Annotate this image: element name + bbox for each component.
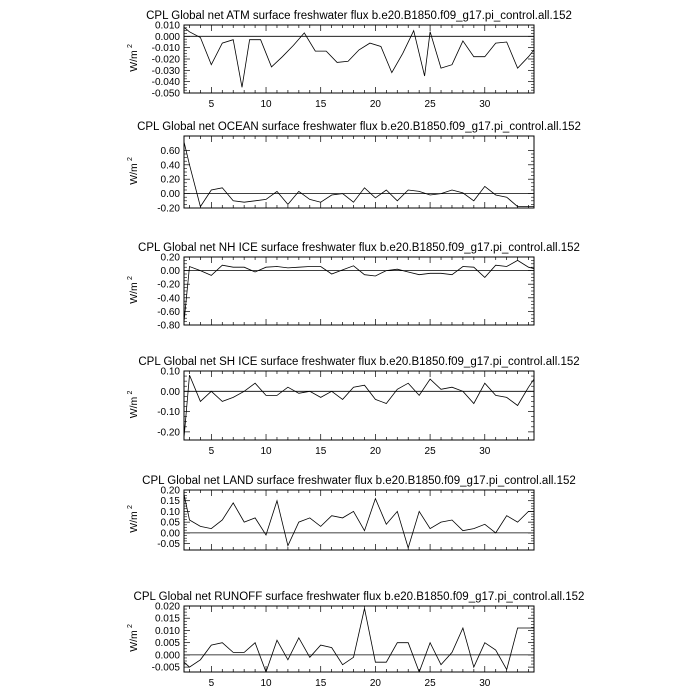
x-tick-label: 10: [260, 99, 272, 110]
y-tick-label: 0.20: [160, 485, 180, 497]
y-axis-label: [127, 276, 140, 304]
x-tick-label: 5: [208, 446, 215, 457]
y-axis-label-superscript: 2: [127, 624, 134, 628]
y-tick-label: 0.10: [160, 506, 180, 518]
series-line: [184, 608, 534, 672]
y-tick-label: -0.050: [151, 88, 180, 100]
panel-title: CPL Global net ATM surface freshwater flux b.e20.B1850.f09_g17.pi_control.all.152: [146, 10, 572, 22]
panel-title: CPL Global net OCEAN surface freshwater flux b.e20.B1850.f09_g17.pi_control.all.152: [137, 121, 581, 133]
y-tick-label: 0.010: [154, 20, 180, 32]
y-axis-label: [127, 44, 140, 72]
series-line: [184, 375, 534, 438]
panel-title: CPL Global net SH ICE surface freshwater flux b.e20.B1850.f09_g17.pi_control.all.152: [138, 356, 580, 368]
series-line: [184, 260, 534, 322]
x-tick-label: 5: [208, 678, 215, 689]
y-tick-label: -0.005: [151, 662, 180, 674]
y-axis-label-text: W/m: [128, 396, 140, 419]
y-axis-label-text: W/m: [128, 511, 140, 533]
y-tick-label: 0.000: [154, 650, 180, 662]
x-tick-label: 20: [369, 678, 381, 689]
y-tick-label: -0.040: [151, 77, 180, 89]
x-tick-label: 30: [479, 446, 491, 457]
y-axis-label: [127, 391, 140, 419]
y-tick-label: -0.030: [151, 65, 180, 77]
y-axis-label-text: W/m: [128, 163, 140, 185]
y-tick-label: -0.20: [157, 203, 180, 215]
series-line: [184, 142, 534, 207]
panel-1: [127, 10, 572, 110]
panel-2: [127, 121, 581, 215]
y-axis-label-text: W/m: [128, 50, 140, 72]
y-tick-label: 0.20: [160, 174, 180, 186]
y-tick-label: 0.00: [160, 386, 180, 398]
y-axis-label-text: W/m: [128, 282, 140, 304]
x-tick-label: 15: [315, 678, 327, 689]
y-axis-label-text: W/m: [128, 630, 140, 652]
y-axis-label: [127, 157, 140, 185]
y-axis-label: [127, 505, 140, 533]
y-tick-label: 0.10: [160, 366, 180, 378]
y-tick-label: -0.60: [157, 306, 180, 318]
y-tick-label: -0.40: [157, 293, 180, 305]
y-tick-label: 0.00: [160, 266, 180, 278]
x-tick-label: 30: [479, 99, 491, 110]
plot-frame: [184, 371, 534, 440]
x-tick-label: 5: [208, 99, 215, 110]
y-tick-label: -0.20: [157, 427, 180, 439]
plot-frame: [184, 490, 534, 550]
panel-6: [127, 591, 584, 689]
x-tick-label: 15: [315, 99, 327, 110]
x-tick-label: 30: [479, 678, 491, 689]
panel-title: CPL Global net LAND surface freshwater flux b.e20.B1850.f09_g17.pi_control.all.152: [142, 475, 576, 487]
y-tick-label: 0.40: [160, 160, 180, 172]
x-tick-label: 25: [424, 678, 436, 689]
y-tick-label: 0.000: [154, 31, 180, 43]
x-tick-label: 10: [260, 446, 272, 457]
series-line: [184, 494, 534, 548]
panel-3: [127, 242, 580, 332]
y-tick-label: 0.00: [160, 528, 180, 540]
y-tick-label: -0.010: [151, 43, 180, 55]
y-tick-label: 0.010: [154, 625, 180, 637]
plot-frame: [184, 136, 534, 208]
panel-title: CPL Global net NH ICE surface freshwater flux b.e20.B1850.f09_g17.pi_control.all.152: [138, 242, 580, 254]
y-tick-label: 0.005: [154, 638, 180, 650]
y-tick-label: 0.20: [160, 252, 180, 264]
y-tick-label: -0.020: [151, 54, 180, 66]
y-tick-label: 0.015: [154, 613, 180, 625]
y-tick-label: 0.05: [160, 517, 180, 529]
y-tick-label: -0.05: [157, 539, 180, 551]
y-axis-label-superscript: 2: [127, 390, 134, 395]
y-tick-label: 0.15: [160, 496, 180, 508]
y-tick-label: 0.60: [160, 145, 180, 157]
x-tick-label: 20: [369, 99, 381, 110]
x-tick-label: 15: [315, 446, 327, 457]
x-tick-label: 25: [424, 446, 436, 457]
y-tick-label: 0.00: [160, 189, 180, 201]
y-axis-label: [127, 624, 140, 652]
x-tick-label: 10: [260, 678, 272, 689]
y-tick-label: -0.10: [157, 407, 180, 419]
x-tick-label: 20: [369, 446, 381, 457]
y-axis-label-superscript: 2: [127, 505, 134, 509]
x-tick-label: 25: [424, 99, 436, 110]
y-tick-label: 0.020: [154, 601, 180, 613]
panel-title: CPL Global net RUNOFF surface freshwater flux b.e20.B1850.f09_g17.pi_control.all.152: [133, 591, 585, 603]
y-tick-label: -0.80: [157, 320, 180, 332]
y-axis-label-superscript: 2: [127, 157, 134, 161]
plot-frame: [184, 606, 534, 672]
y-axis-label-superscript: 2: [127, 44, 134, 48]
y-axis-label-superscript: 2: [127, 276, 134, 280]
panel-5: [127, 475, 576, 550]
y-tick-label: -0.20: [157, 279, 180, 291]
panel-4: [127, 356, 580, 457]
